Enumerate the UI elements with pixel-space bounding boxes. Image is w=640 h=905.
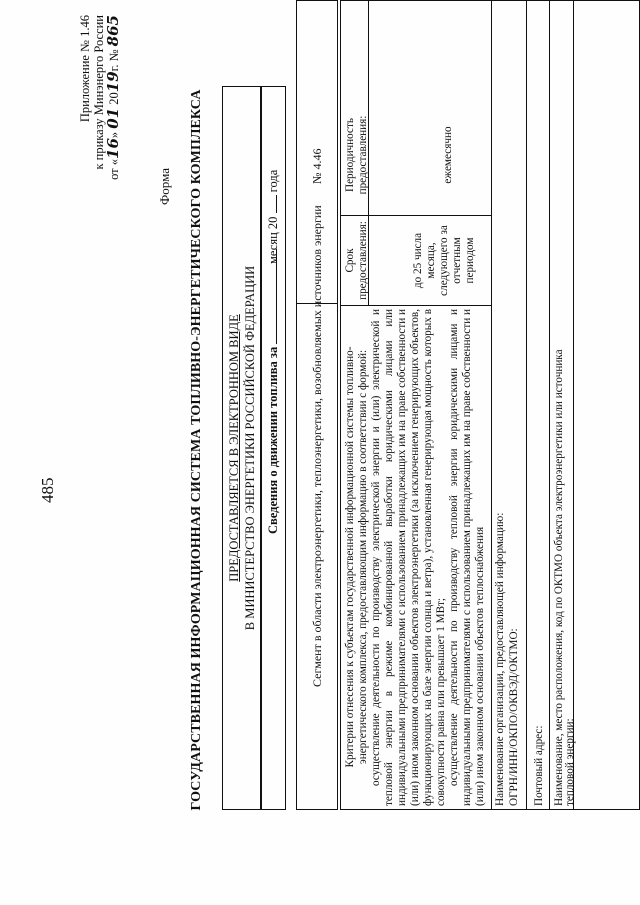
object-label-2: тепловой энергии: [564,718,576,806]
segment-text: Сегмент в области электроэнергетики, теплоэнергетики, возобновляемых источников энергии [310,205,324,687]
page-number: 485 [38,477,57,503]
main-title: ГОСУДАРСТВЕННАЯ ИНФОРМАЦИОННАЯ СИСТЕМА ТОПЛИВНО-ЭНЕРГЕТИЧЕСКОГО КОМПЛЕКСА [189,89,204,811]
deadline-value: до 25 числа месяца, следующего за отчетным периодом [412,225,476,296]
form-number: № 4.46 [310,148,324,184]
appendix-date-line [106,15,121,255]
report-period-box [260,86,286,810]
object-label-1: Наименование, место расположения, код по ОКТМО объекта электроэнергетики или источника [553,349,565,806]
year-label: года [266,169,280,193]
criteria-item-2: осуществление деятельности по производству тепловой энергии юридическими лицами и индивидуальными предпринимателями с использованием принадлежащих им на праве собственности и (или) ином законном основании объектов теплоснабжения [448,309,486,806]
criteria-table [340,0,640,810]
month-label: месяц 20 [266,216,280,264]
row-divider-1 [491,0,492,809]
col-divider-2 [341,215,491,216]
address-label: Почтовый адрес: [533,725,545,806]
criteria-body [370,309,487,806]
report-title [266,249,281,534]
segment-cell [297,205,337,809]
col-divider-1 [341,305,491,306]
org-ids-label: ОГРН/ИНН/ОКПО/ОКВЭД/ОКТМО: [508,628,520,806]
order-number: 865 [104,15,122,47]
deadline-header: Срок предоставления: [344,221,369,300]
date-prefix: от « [107,158,121,180]
submission-box [222,86,262,810]
segment-box [296,0,338,810]
report-title-text: Сведения о движении топлива за [266,346,280,534]
form-number-cell [297,1,337,304]
date-sep: » [107,131,121,139]
month-year-line [266,170,281,264]
year-prefix: 20 [107,92,121,105]
appendix-number: Приложение № 1.46 [78,15,92,123]
year-blank[interactable] [266,195,277,213]
criteria-header: Критерии отнесения к субъектам государственной информационной системы топливно-энергетического комплекса, предоставляющим информацию в соответствии с формой: [344,346,369,768]
submission-line-1: ПРЕДОСТАВЛЯЕТСЯ В ЭЛЕКТРОННОМ ВИДЕ [227,314,241,582]
periodicity-value: ежемесячно [442,126,454,184]
appendix-order: к приказу Минэнерго России [92,15,106,170]
date-day: 16 [104,138,122,159]
appendix-block [78,15,121,255]
row-divider-2 [526,0,527,809]
date-month: 01 [104,107,122,129]
date-year: 19 [104,71,122,93]
row-divider-3 [549,0,550,809]
form-label: Форма [157,168,172,205]
periodicity-header: Периодичность предоставления: [344,115,369,195]
year-suffix: г. № [107,49,121,72]
submission-line-2: В МИНИСТЕРСТВО ЭНЕРГЕТИКИ РОССИЙСКОЙ ФЕДЕРАЦИИ [243,265,257,631]
org-name-label: Наименование организации, предоставляющей информацию: [494,512,506,806]
row-divider-4 [573,0,574,809]
criteria-item-1: осуществление деятельности по производству электрической энергии и (или) электрической и тепловой энергии в режиме комбинированной выработки юридическими лицами или индивидуальными предпринимателями с использованием принадлежащих им на праве собственности и (или) ином законном основании объектов электроэнергетики (за исключением генерирующих объектов, функционирующих на базе энергии солнца и ветра), установленная генерирующая мощность которых в совокупности равна или превышает 1 МВт; [370,309,447,806]
